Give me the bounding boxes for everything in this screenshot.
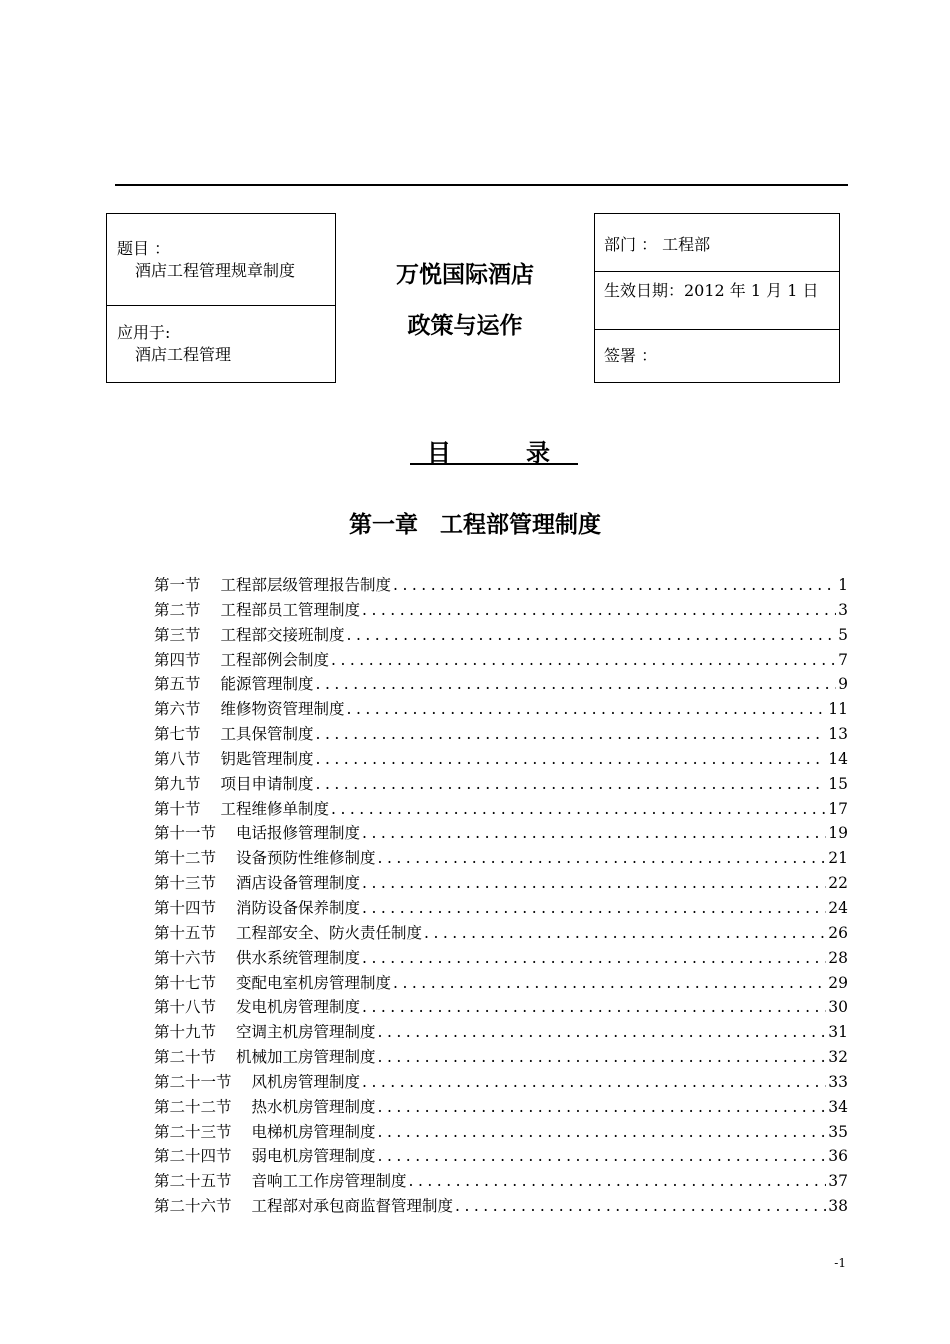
- toc-leader-dots: [316, 725, 827, 743]
- toc-section-number: 第二十六节: [154, 1197, 232, 1216]
- toc-heading-char-1: 目: [427, 439, 451, 467]
- toc-leader-dots: [378, 1023, 827, 1041]
- toc-section-title: 工具保管制度: [220, 725, 314, 744]
- toc-section-number: 第十一节: [154, 824, 217, 843]
- toc-entry[interactable]: [154, 1095, 848, 1120]
- toc-leader-dots: [393, 576, 836, 594]
- toc-section-title: 工程部层级管理报告制度: [220, 576, 392, 594]
- toc-page-number: 22: [828, 874, 848, 893]
- toc-section-title: 热水机房管理制度: [251, 1097, 376, 1116]
- toc-section-title: 变配电室机房管理制度: [236, 973, 392, 992]
- toc-section-number: 第二十四节: [154, 1147, 232, 1166]
- toc-entry[interactable]: [154, 573, 848, 598]
- toc-section-title: 机械加工房管理制度: [236, 1048, 376, 1067]
- toc-section-title: 弱电机房管理制度: [251, 1147, 376, 1166]
- toc-section-number: 第十四节: [154, 898, 217, 917]
- toc-section-number: 第十七节: [154, 973, 217, 992]
- toc-entry[interactable]: [154, 896, 848, 921]
- toc-entry[interactable]: [154, 821, 848, 846]
- toc-section-number: 第九节: [154, 774, 201, 793]
- toc-leader-dots: [316, 775, 827, 793]
- toc-leader-dots: [331, 651, 836, 669]
- toc-entry[interactable]: [154, 995, 848, 1020]
- toc-page-number: 3: [838, 600, 848, 619]
- toc-section-title: 设备预防性维修制度: [236, 849, 376, 868]
- toc-leader-dots: [331, 800, 826, 818]
- toc-page-number: 30: [828, 998, 848, 1017]
- toc-entry[interactable]: [154, 1169, 848, 1194]
- toc-page-number: 38: [828, 1197, 848, 1216]
- toc-page-number: 17: [828, 799, 848, 818]
- toc-leader-dots: [347, 626, 837, 644]
- toc-section-number: 第二十五节: [154, 1172, 232, 1191]
- toc-section-number: 第一节: [154, 576, 201, 594]
- toc-page-number: 13: [828, 725, 848, 744]
- applies-value: 酒店工程管理: [135, 345, 232, 364]
- toc-entry[interactable]: [154, 598, 848, 623]
- toc-section-title: 工程部交接班制度: [220, 625, 345, 644]
- signature-cell: 签署 ：: [604, 346, 658, 365]
- toc-entry[interactable]: [154, 1194, 848, 1219]
- toc-section-title: 电话报修管理制度: [236, 824, 361, 843]
- toc-page-number: 15: [828, 774, 848, 793]
- toc-leader-dots: [378, 1147, 827, 1165]
- toc-section-title: 工程维修单制度: [220, 799, 330, 818]
- toc-section-title: 钥匙管理制度: [220, 749, 314, 768]
- toc-entry[interactable]: [154, 946, 848, 971]
- toc-page-number: 19: [828, 824, 848, 843]
- toc-heading: [410, 433, 578, 465]
- toc-section-number: 第二十二节: [154, 1097, 232, 1116]
- toc-leader-dots: [347, 700, 827, 718]
- toc-entry[interactable]: [154, 846, 848, 871]
- applies-label: 应用于:: [117, 323, 171, 342]
- toc-page-number: 37: [828, 1172, 848, 1191]
- toc-section-title: 工程部例会制度: [220, 650, 330, 669]
- toc-section-number: 第七节: [154, 725, 201, 744]
- toc-leader-dots: [378, 1098, 827, 1116]
- subject-label: 题目 ：: [117, 239, 171, 258]
- toc-leader-dots: [316, 750, 827, 768]
- toc-entry[interactable]: [154, 1144, 848, 1169]
- toc-section-number: 第三节: [154, 625, 201, 644]
- subject-value: 酒店工程管理规章制度: [135, 261, 296, 280]
- toc-entry[interactable]: [154, 747, 848, 772]
- toc-section-title: 消防设备保养制度: [236, 898, 361, 917]
- toc-section-number: 第六节: [154, 700, 201, 719]
- toc-page-number: 24: [828, 898, 848, 917]
- subject-cell: [107, 214, 335, 306]
- toc-section-title: 工程部对承包商监督管理制度: [251, 1197, 454, 1216]
- subject-box: [106, 213, 336, 383]
- toc-list: [154, 573, 848, 1219]
- toc-section-title: 供水系统管理制度: [236, 948, 361, 967]
- toc-heading-char-2: 录: [526, 439, 550, 467]
- toc-section-number: 第十六节: [154, 948, 217, 967]
- toc-section-number: 第十九节: [154, 1023, 217, 1042]
- toc-entry[interactable]: [154, 623, 848, 648]
- chapter-title: 第一章 工程部管理制度: [348, 512, 601, 538]
- toc-leader-dots: [362, 824, 826, 842]
- toc-page-number: 21: [828, 849, 848, 868]
- toc-page-number: 33: [828, 1072, 848, 1091]
- toc-leader-dots: [424, 924, 826, 942]
- toc-leader-dots: [362, 949, 826, 967]
- toc-leader-dots: [393, 974, 826, 992]
- toc-section-number: 第十节: [154, 799, 201, 818]
- toc-section-number: 第十五节: [154, 923, 217, 942]
- toc-leader-dots: [362, 1073, 826, 1091]
- toc-section-number: 第二十节: [154, 1048, 217, 1067]
- toc-entry[interactable]: [154, 871, 848, 896]
- applies-cell: [107, 306, 335, 382]
- toc-entry[interactable]: [154, 1120, 848, 1145]
- toc-entry[interactable]: [154, 971, 848, 996]
- toc-entry[interactable]: [154, 672, 848, 697]
- toc-section-number: 第四节: [154, 650, 201, 669]
- toc-section-title: 工程部员工管理制度: [220, 600, 361, 619]
- toc-page-number: 36: [828, 1147, 848, 1166]
- toc-section-number: 第五节: [154, 675, 201, 694]
- header-rule: [115, 184, 848, 186]
- toc-leader-dots: [316, 675, 837, 693]
- toc-entry[interactable]: [154, 1020, 848, 1045]
- department-cell: 部门 ： 工程部: [595, 214, 839, 272]
- toc-section-number: 第二十三节: [154, 1122, 232, 1141]
- toc-page-number: 28: [828, 948, 848, 967]
- toc-page-number: 32: [828, 1048, 848, 1067]
- toc-entry[interactable]: [154, 797, 848, 822]
- toc-leader-dots: [362, 874, 826, 892]
- toc-leader-dots: [362, 899, 826, 917]
- toc-page-number: 35: [828, 1122, 848, 1141]
- toc-section-number: 第二节: [154, 600, 201, 619]
- toc-section-title: 工程部安全、防火责任制度: [236, 923, 423, 942]
- toc-section-title: 维修物资管理制度: [220, 700, 345, 719]
- toc-page-number: 5: [838, 625, 848, 644]
- toc-section-title: 发电机房管理制度: [236, 998, 361, 1017]
- toc-page-number: 26: [828, 923, 848, 942]
- policy-title: 政策与运作: [407, 313, 523, 339]
- toc-entry[interactable]: [154, 648, 848, 673]
- toc-entry[interactable]: [154, 722, 848, 747]
- toc-section-number: 第十二节: [154, 849, 217, 868]
- page-number: -1: [834, 1256, 846, 1270]
- toc-leader-dots: [378, 1048, 827, 1066]
- toc-section-number: 第二十一节: [154, 1072, 232, 1091]
- toc-entry[interactable]: [154, 921, 848, 946]
- toc-section-title: 音响工工作房管理制度: [251, 1172, 407, 1191]
- toc-leader-dots: [378, 1123, 827, 1141]
- toc-section-number: 第八节: [154, 749, 201, 768]
- toc-section-title: 项目申请制度: [220, 774, 314, 793]
- toc-entry[interactable]: [154, 772, 848, 797]
- toc-leader-dots: [362, 998, 826, 1016]
- toc-page-number: 31: [828, 1023, 848, 1042]
- toc-leader-dots: [378, 849, 827, 867]
- toc-page-number: 34: [828, 1097, 848, 1116]
- toc-page-number: 7: [838, 650, 848, 669]
- effective-date-cell: 生效日期：2012 年 1 月 1 日: [595, 272, 839, 330]
- toc-leader-dots: [409, 1172, 827, 1190]
- toc-section-title: 电梯机房管理制度: [251, 1122, 376, 1141]
- toc-section-title: 酒店设备管理制度: [236, 874, 361, 893]
- toc-section-title: 能源管理制度: [220, 675, 314, 694]
- toc-leader-dots: [362, 601, 836, 619]
- toc-section-number: 第十三节: [154, 874, 217, 893]
- toc-leader-dots: [455, 1197, 826, 1215]
- toc-page-number: 11: [828, 700, 848, 719]
- toc-section-title: 风机房管理制度: [251, 1072, 361, 1091]
- info-box: [594, 213, 840, 383]
- toc-entry[interactable]: [154, 1045, 848, 1070]
- hotel-name-title: 万悦国际酒店: [396, 262, 534, 288]
- toc-section-title: 空调主机房管理制度: [236, 1023, 376, 1042]
- toc-page-number: 9: [838, 675, 848, 694]
- toc-section-number: 第十八节: [154, 998, 217, 1017]
- toc-page-number: 14: [828, 749, 848, 768]
- toc-page-number: 1: [838, 576, 848, 594]
- toc-page-number: 29: [828, 973, 848, 992]
- toc-entry[interactable]: [154, 1070, 848, 1095]
- toc-entry[interactable]: [154, 697, 848, 722]
